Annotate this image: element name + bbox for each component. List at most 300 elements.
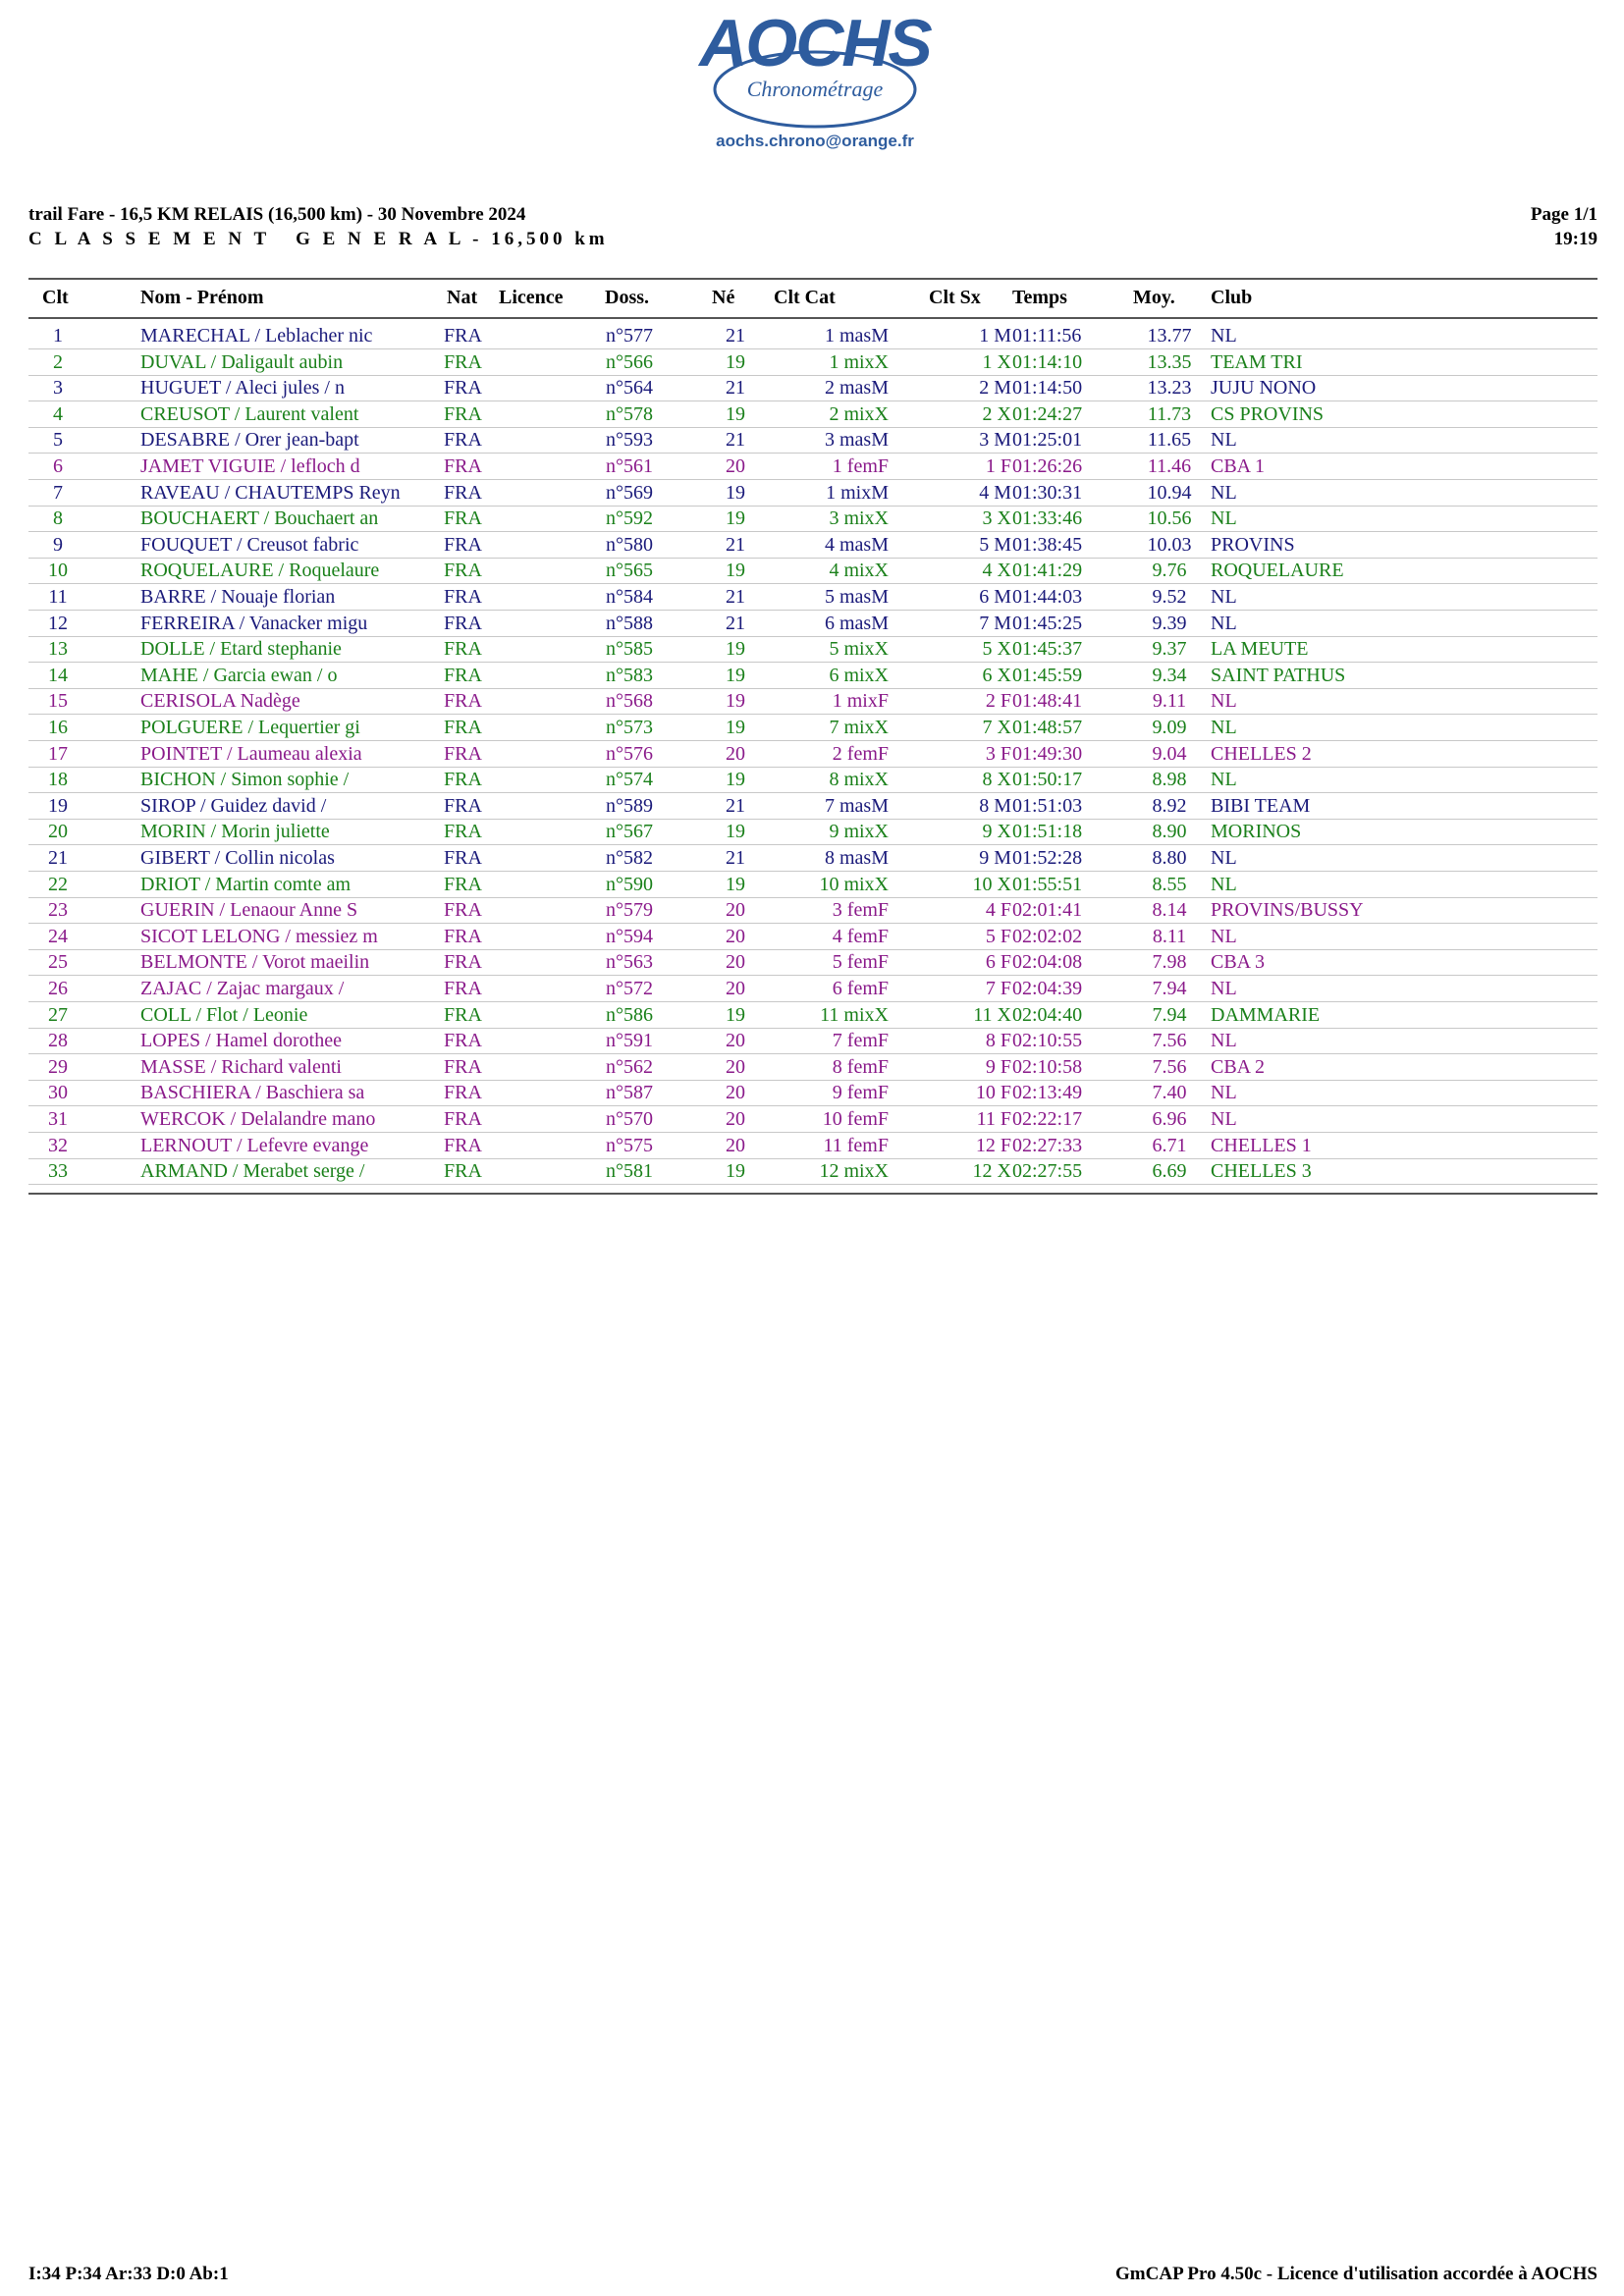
cell-moy: 7.56 xyxy=(1152,1055,1187,1078)
cell-name: GIBERT / Collin nicolas xyxy=(140,847,335,869)
cell-clt-sx: 11 F xyxy=(976,1108,1011,1130)
table-row xyxy=(28,1054,1597,1081)
cell-clt: 19 xyxy=(48,794,68,817)
col-clt: Clt xyxy=(42,287,69,308)
cell-temps: 02:01:41 xyxy=(1012,899,1083,922)
cell-nat: FRA xyxy=(444,847,482,869)
cell-name: MORIN / Morin juliette xyxy=(140,821,330,843)
cell-nat: FRA xyxy=(444,429,482,452)
cell-clt-sx: 10 X xyxy=(972,873,1011,895)
cell-ne: 20 xyxy=(726,455,745,477)
cell-ne: 19 xyxy=(726,638,745,661)
cell-clt: 2 xyxy=(53,350,63,373)
cell-club: BIBI TEAM xyxy=(1211,794,1311,817)
cell-temps: 01:45:25 xyxy=(1012,612,1083,634)
col-doss: Doss. xyxy=(605,287,650,308)
cell-clt-cat: 10 mixX xyxy=(819,873,889,895)
cell-clt: 10 xyxy=(48,560,68,582)
cell-temps: 01:55:51 xyxy=(1012,873,1083,895)
cell-doss: n°586 xyxy=(606,1003,653,1026)
cell-ne: 21 xyxy=(726,533,745,556)
cell-clt: 32 xyxy=(48,1134,68,1156)
cell-clt-sx: 7 X xyxy=(982,717,1011,738)
cell-doss: n°576 xyxy=(606,742,653,765)
table-row xyxy=(28,584,1597,611)
cell-ne: 20 xyxy=(726,1030,745,1052)
table-row xyxy=(28,976,1597,1002)
cell-clt-cat: 6 mixX xyxy=(829,664,889,686)
cell-club: NL xyxy=(1211,717,1237,738)
cell-moy: 9.37 xyxy=(1152,638,1187,661)
cell-ne: 19 xyxy=(726,402,745,425)
cell-clt: 29 xyxy=(48,1055,68,1078)
cell-clt: 14 xyxy=(48,664,68,686)
cell-nat: FRA xyxy=(444,821,482,843)
cell-nat: FRA xyxy=(444,533,482,556)
table-row xyxy=(28,1106,1597,1133)
cell-moy: 13.77 xyxy=(1147,325,1192,347)
table-row xyxy=(28,767,1597,793)
cell-clt-sx: 1 M xyxy=(979,325,1011,347)
table-row xyxy=(28,611,1597,637)
header-bottom-rule xyxy=(28,317,1597,319)
cell-clt: 23 xyxy=(48,899,68,922)
cell-clt-sx: 6 M xyxy=(979,586,1011,608)
cell-clt-cat: 2 masM xyxy=(825,377,889,400)
cell-nat: FRA xyxy=(444,455,482,477)
cell-temps: 02:22:17 xyxy=(1012,1108,1083,1130)
cell-clt-cat: 1 femF xyxy=(832,455,889,477)
cell-temps: 02:10:58 xyxy=(1012,1055,1083,1078)
header-right xyxy=(1531,202,1597,251)
cell-clt: 9 xyxy=(53,533,63,556)
print-time: 19:19 xyxy=(1553,229,1597,249)
cell-club: NL xyxy=(1211,690,1237,713)
cell-clt: 17 xyxy=(48,742,68,765)
cell-name: DRIOT / Martin comte am xyxy=(140,873,352,895)
cell-doss: n°561 xyxy=(606,455,653,477)
cell-ne: 19 xyxy=(726,560,745,582)
table-end-rule xyxy=(28,1193,1597,1195)
cell-club: SAINT PATHUS xyxy=(1211,664,1346,686)
cell-moy: 8.80 xyxy=(1152,847,1187,869)
cell-name: DUVAL / Daligault aubin xyxy=(140,350,344,373)
cell-temps: 01:52:28 xyxy=(1012,847,1083,869)
cell-ne: 21 xyxy=(726,586,745,608)
cell-clt-cat: 11 femF xyxy=(823,1134,889,1156)
cell-nat: FRA xyxy=(444,402,482,425)
cell-club: JUJU NONO xyxy=(1211,377,1317,400)
cell-moy: 9.34 xyxy=(1152,664,1187,686)
cell-ne: 21 xyxy=(726,612,745,634)
table-row xyxy=(28,454,1597,480)
table-row xyxy=(28,349,1597,376)
cell-doss: n°580 xyxy=(606,533,653,556)
cell-clt-cat: 5 masM xyxy=(825,586,889,608)
cell-moy: 8.92 xyxy=(1152,794,1187,817)
cell-doss: n°588 xyxy=(606,612,653,634)
cell-clt: 6 xyxy=(53,455,63,477)
cell-doss: n°565 xyxy=(606,560,653,582)
logo-brand: AOCHS xyxy=(699,6,931,80)
cell-doss: n°590 xyxy=(606,873,653,895)
cell-clt-sx: 5 F xyxy=(985,925,1011,947)
cell-temps: 01:50:17 xyxy=(1012,769,1083,791)
col-nat: Nat xyxy=(447,287,478,308)
cell-ne: 19 xyxy=(726,690,745,713)
cell-clt-cat: 7 mixX xyxy=(829,717,889,738)
cell-nat: FRA xyxy=(444,377,482,400)
cell-doss: n°578 xyxy=(606,402,653,425)
cell-doss: n°584 xyxy=(606,586,653,608)
table-row xyxy=(28,897,1597,924)
cell-temps: 01:33:46 xyxy=(1012,507,1083,530)
table-row xyxy=(28,636,1597,663)
cell-clt-sx: 2 M xyxy=(979,377,1011,400)
cell-name: MAHE / Garcia ewan / o xyxy=(140,664,338,686)
cell-name: SIROP / Guidez david / xyxy=(140,794,327,817)
col-temps: Temps xyxy=(1012,287,1067,308)
cell-moy: 10.56 xyxy=(1147,507,1192,530)
cell-name: MARECHAL / Leblacher nic xyxy=(140,325,373,347)
cell-nat: FRA xyxy=(444,507,482,530)
cell-club: CHELLES 2 xyxy=(1211,742,1312,765)
cell-moy: 9.09 xyxy=(1152,717,1187,738)
cell-ne: 19 xyxy=(726,717,745,738)
aochs-logo xyxy=(687,8,943,155)
cell-doss: n°567 xyxy=(606,821,653,843)
cell-club: NL xyxy=(1211,612,1237,634)
cell-moy: 11.46 xyxy=(1147,455,1192,477)
table-row xyxy=(28,1002,1597,1029)
table-row xyxy=(28,1158,1597,1185)
cell-clt: 22 xyxy=(48,873,68,895)
cell-moy: 13.35 xyxy=(1147,350,1192,373)
cell-club: LA MEUTE xyxy=(1211,638,1309,661)
cell-club: NL xyxy=(1211,769,1237,791)
cell-name: HUGUET / Aleci jules / n xyxy=(140,377,345,400)
cell-clt-sx: 4 X xyxy=(982,560,1011,582)
cell-clt-sx: 4 M xyxy=(979,481,1011,504)
cell-nat: FRA xyxy=(444,1160,482,1183)
cell-ne: 21 xyxy=(726,429,745,452)
cell-name: MASSE / Richard valenti xyxy=(140,1055,342,1078)
cell-club: CBA 2 xyxy=(1211,1055,1266,1078)
cell-doss: n°562 xyxy=(606,1055,653,1078)
cell-temps: 01:26:26 xyxy=(1012,455,1083,477)
cell-name: RAVEAU / CHAUTEMPS Reyn xyxy=(140,481,401,504)
cell-temps: 01:14:50 xyxy=(1012,377,1083,400)
cell-name: DOLLE / Etard stephanie xyxy=(140,638,342,661)
cell-clt-sx: 9 F xyxy=(985,1055,1011,1078)
cell-clt: 8 xyxy=(53,507,63,530)
cell-name: SICOT LELONG / messiez m xyxy=(140,925,378,947)
cell-moy: 6.71 xyxy=(1152,1134,1187,1156)
cell-name: BICHON / Simon sophie / xyxy=(140,769,350,791)
cell-moy: 7.56 xyxy=(1152,1030,1187,1052)
table-row xyxy=(28,558,1597,584)
cell-club: DAMMARIE xyxy=(1211,1003,1321,1026)
cell-name: LOPES / Hamel dorothee xyxy=(140,1030,342,1052)
cell-ne: 20 xyxy=(726,978,745,999)
table-row xyxy=(28,401,1597,428)
cell-nat: FRA xyxy=(444,742,482,765)
cell-club: NL xyxy=(1211,1082,1237,1104)
cell-doss: n°594 xyxy=(606,925,653,947)
cell-clt-sx: 1 F xyxy=(985,455,1011,477)
cell-ne: 19 xyxy=(726,350,745,373)
table-row xyxy=(28,663,1597,689)
cell-temps: 02:02:02 xyxy=(1012,925,1083,947)
cell-clt-cat: 10 femF xyxy=(822,1108,889,1130)
cell-moy: 8.90 xyxy=(1152,821,1187,843)
table-row xyxy=(28,688,1597,715)
cell-ne: 20 xyxy=(726,951,745,974)
cell-doss: n°570 xyxy=(606,1108,653,1130)
cell-ne: 19 xyxy=(726,507,745,530)
cell-nat: FRA xyxy=(444,899,482,922)
cell-name: CREUSOT / Laurent valent xyxy=(140,402,359,425)
cell-nat: FRA xyxy=(444,560,482,582)
cell-club: NL xyxy=(1211,873,1237,895)
race-title: trail Fare - 16,5 KM RELAIS (16,500 km) - 30 Novembre 2024 xyxy=(28,204,526,225)
cell-doss: n°589 xyxy=(606,794,653,817)
cell-clt: 24 xyxy=(48,925,68,947)
cell-club: CBA 3 xyxy=(1211,951,1266,974)
cell-clt-cat: 4 masM xyxy=(825,533,889,556)
cell-nat: FRA xyxy=(444,717,482,738)
cell-clt-cat: 2 mixX xyxy=(829,402,889,425)
footer-software: GmCAP Pro 4.50c - Licence d'utilisation accordée à AOCHS xyxy=(1115,2264,1597,2284)
cell-clt-cat: 6 femF xyxy=(832,978,889,999)
cell-nat: FRA xyxy=(444,1082,482,1104)
cell-moy: 9.52 xyxy=(1152,586,1187,608)
table-row xyxy=(28,532,1597,559)
cell-ne: 20 xyxy=(726,1082,745,1104)
cell-doss: n°577 xyxy=(606,325,653,347)
cell-ne: 20 xyxy=(726,1134,745,1156)
cell-temps: 02:04:39 xyxy=(1012,978,1083,999)
cell-moy: 8.11 xyxy=(1152,925,1187,947)
cell-moy: 10.94 xyxy=(1147,481,1192,504)
cell-nat: FRA xyxy=(444,690,482,713)
cell-doss: n°573 xyxy=(606,717,653,738)
cell-ne: 20 xyxy=(726,1055,745,1078)
cell-doss: n°574 xyxy=(606,769,653,791)
cell-nat: FRA xyxy=(444,794,482,817)
cell-doss: n°587 xyxy=(606,1082,653,1104)
cell-nat: FRA xyxy=(444,1003,482,1026)
cell-name: POLGUERE / Lequertier gi xyxy=(140,717,360,738)
cell-temps: 02:27:55 xyxy=(1012,1160,1083,1183)
cell-club: CBA 1 xyxy=(1211,455,1266,477)
cell-club: MORINOS xyxy=(1211,821,1302,843)
cell-moy: 11.73 xyxy=(1147,402,1192,425)
cell-clt-sx: 12 F xyxy=(975,1134,1011,1156)
cell-name: LERNOUT / Lefevre evange xyxy=(140,1134,369,1156)
cell-clt-sx: 5 M xyxy=(979,533,1011,556)
col-clt-cat: Clt Cat xyxy=(774,287,836,308)
cell-doss: n°572 xyxy=(606,978,653,999)
cell-temps: 02:27:33 xyxy=(1012,1134,1083,1156)
cell-name: COLL / Flot / Leonie xyxy=(140,1003,308,1026)
cell-doss: n°592 xyxy=(606,507,653,530)
cell-club: NL xyxy=(1211,847,1237,869)
cell-moy: 7.40 xyxy=(1152,1082,1187,1104)
cell-name: WERCOK / Delalandre mano xyxy=(140,1108,376,1130)
cell-clt: 3 xyxy=(53,377,63,400)
cell-name: ROQUELAURE / Roquelaure xyxy=(140,560,380,582)
cell-nat: FRA xyxy=(444,350,482,373)
cell-doss: n°575 xyxy=(606,1134,653,1156)
cell-moy: 8.98 xyxy=(1152,769,1187,791)
cell-moy: 9.76 xyxy=(1152,560,1187,582)
cell-nat: FRA xyxy=(444,1108,482,1130)
table-row xyxy=(28,1080,1597,1106)
cell-moy: 10.03 xyxy=(1147,533,1192,556)
cell-name: CERISOLA Nadège xyxy=(140,690,300,713)
cell-temps: 02:10:55 xyxy=(1012,1030,1083,1052)
cell-clt: 21 xyxy=(48,847,68,869)
cell-temps: 02:04:40 xyxy=(1012,1003,1083,1026)
cell-club: NL xyxy=(1211,1030,1237,1052)
cell-clt-cat: 7 femF xyxy=(832,1030,889,1052)
cell-clt-cat: 9 femF xyxy=(832,1082,889,1104)
cell-clt-cat: 1 mixX xyxy=(829,350,889,373)
cell-clt: 20 xyxy=(48,821,68,843)
cell-ne: 19 xyxy=(726,821,745,843)
cell-doss: n°583 xyxy=(606,664,653,686)
cell-temps: 01:41:29 xyxy=(1012,560,1083,582)
cell-ne: 21 xyxy=(726,794,745,817)
cell-clt: 28 xyxy=(48,1030,68,1052)
cell-club: NL xyxy=(1211,925,1237,947)
cell-moy: 11.65 xyxy=(1147,429,1192,452)
cell-nat: FRA xyxy=(444,586,482,608)
cell-clt-cat: 12 mixX xyxy=(819,1160,889,1183)
cell-clt-cat: 5 mixX xyxy=(829,638,889,661)
cell-clt-sx: 8 M xyxy=(979,794,1011,817)
logo-email: aochs.chrono@orange.fr xyxy=(716,132,914,150)
cell-ne: 19 xyxy=(726,1160,745,1183)
cell-clt: 15 xyxy=(48,690,68,713)
col-licence: Licence xyxy=(499,287,564,308)
cell-nat: FRA xyxy=(444,951,482,974)
cell-moy: 6.69 xyxy=(1152,1160,1187,1183)
cell-clt-sx: 9 X xyxy=(982,821,1011,843)
cell-nat: FRA xyxy=(444,873,482,895)
cell-name: FOUQUET / Creusot fabric xyxy=(140,533,359,556)
cell-nat: FRA xyxy=(444,1134,482,1156)
cell-ne: 21 xyxy=(726,377,745,400)
cell-moy: 9.11 xyxy=(1152,690,1187,713)
cell-clt: 33 xyxy=(48,1160,68,1183)
cell-doss: n°568 xyxy=(606,690,653,713)
table-row xyxy=(28,1028,1597,1054)
cell-club: CHELLES 1 xyxy=(1211,1134,1312,1156)
cell-temps: 01:51:03 xyxy=(1012,794,1083,817)
col-club: Club xyxy=(1211,287,1253,308)
cell-clt: 27 xyxy=(48,1003,68,1026)
cell-clt-cat: 3 masM xyxy=(825,429,889,452)
cell-clt-sx: 3 F xyxy=(985,742,1011,765)
cell-nat: FRA xyxy=(444,325,482,347)
table-row xyxy=(28,872,1597,898)
cell-temps: 01:48:57 xyxy=(1012,717,1083,738)
cell-doss: n°591 xyxy=(606,1030,653,1052)
cell-clt-cat: 3 mixX xyxy=(829,507,889,530)
cell-temps: 01:11:56 xyxy=(1012,325,1082,347)
cell-temps: 01:48:41 xyxy=(1012,690,1083,713)
cell-nat: FRA xyxy=(444,978,482,999)
table-row xyxy=(28,480,1597,507)
cell-club: NL xyxy=(1211,1108,1237,1130)
col-moy: Moy. xyxy=(1133,287,1175,308)
cell-temps: 01:49:30 xyxy=(1012,742,1083,765)
cell-clt: 1 xyxy=(53,325,63,347)
cell-clt-sx: 6 F xyxy=(985,951,1011,974)
table-row xyxy=(28,949,1597,976)
cell-name: GUERIN / Lenaour Anne S xyxy=(140,899,358,922)
cell-clt-cat: 8 mixX xyxy=(829,769,889,791)
table-row xyxy=(28,1133,1597,1159)
cell-clt-cat: 11 mixX xyxy=(820,1003,889,1026)
cell-nat: FRA xyxy=(444,612,482,634)
cell-clt-cat: 8 masM xyxy=(825,847,889,869)
table-row xyxy=(28,819,1597,845)
cell-nat: FRA xyxy=(444,925,482,947)
cell-clt: 5 xyxy=(53,429,63,452)
cell-moy: 8.14 xyxy=(1152,899,1187,922)
cell-doss: n°582 xyxy=(606,847,653,869)
cell-clt: 31 xyxy=(48,1108,68,1130)
cell-club: NL xyxy=(1211,429,1237,452)
table-row xyxy=(28,715,1597,741)
table-row xyxy=(28,845,1597,872)
col-ne: Né xyxy=(712,287,735,308)
cell-temps: 01:24:27 xyxy=(1012,402,1083,425)
cell-temps: 01:45:59 xyxy=(1012,664,1083,686)
cell-ne: 21 xyxy=(726,325,745,347)
col-clt-sx: Clt Sx xyxy=(929,287,981,308)
cell-ne: 20 xyxy=(726,1108,745,1130)
cell-clt: 12 xyxy=(48,612,68,634)
cell-moy: 13.23 xyxy=(1147,377,1192,400)
cell-clt: 18 xyxy=(48,769,68,791)
cell-clt-cat: 1 masM xyxy=(825,325,889,347)
cell-temps: 01:38:45 xyxy=(1012,533,1083,556)
cell-club: NL xyxy=(1211,481,1237,504)
header-top-rule xyxy=(28,278,1597,280)
cell-clt-cat: 2 femF xyxy=(832,742,889,765)
cell-temps: 02:13:49 xyxy=(1012,1082,1083,1104)
cell-clt: 4 xyxy=(53,402,63,425)
cell-moy: 7.98 xyxy=(1152,951,1187,974)
cell-clt-sx: 6 X xyxy=(982,664,1011,686)
cell-name: ZAJAC / Zajac margaux / xyxy=(140,978,345,999)
table-row xyxy=(28,375,1597,401)
cell-clt: 26 xyxy=(48,978,68,999)
cell-clt-cat: 1 mixF xyxy=(832,690,889,713)
cell-clt-sx: 11 X xyxy=(973,1003,1011,1026)
ranking-title: C L A S S E M E N T G E N E R A L - 16,500 km xyxy=(28,229,609,249)
cell-clt-cat: 1 mixM xyxy=(826,481,889,504)
table-row xyxy=(28,427,1597,454)
cell-ne: 19 xyxy=(726,664,745,686)
cell-club: NL xyxy=(1211,507,1237,530)
page-number: Page 1/1 xyxy=(1530,204,1597,225)
cell-club: PROVINS xyxy=(1211,533,1295,556)
